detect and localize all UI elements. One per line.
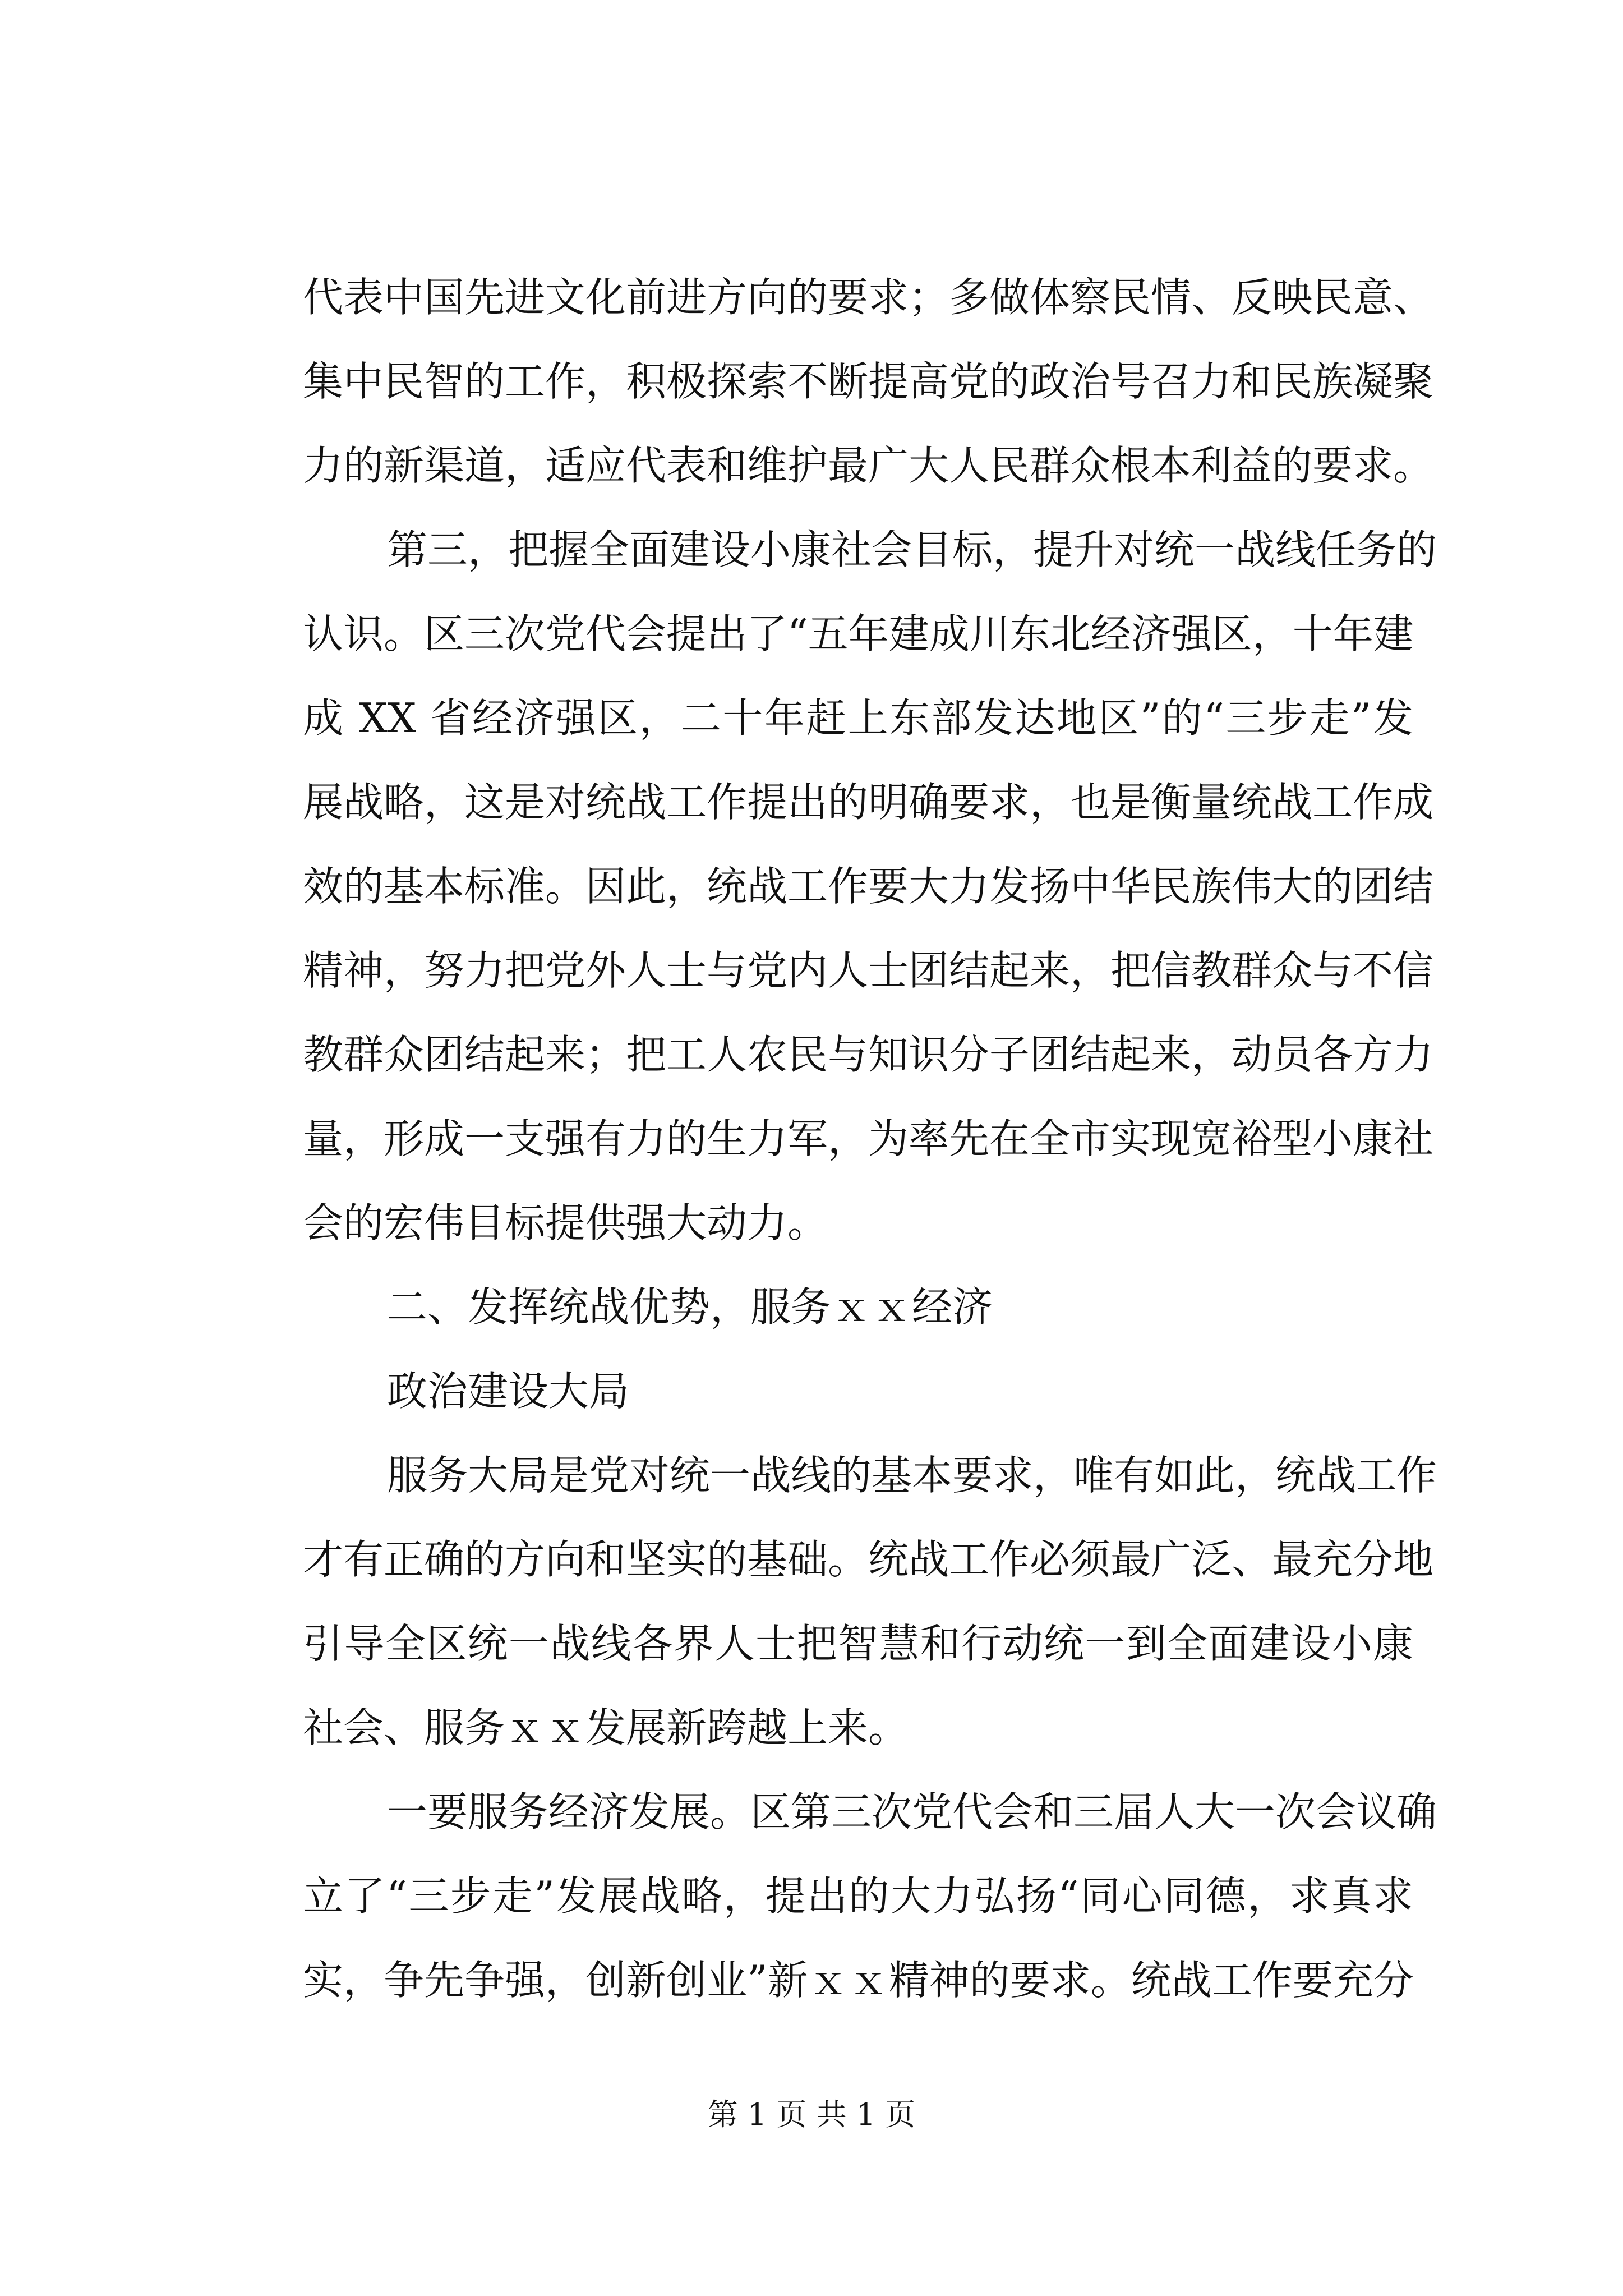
text-line: 社会、服务ｘｘ发展新跨越上来。: [303, 1704, 909, 1751]
text-line: 展战略，这是对统战工作提出的明确要求，也是衡量统战工作成: [303, 779, 1434, 826]
text-line: 集中民智的工作，积极探索不断提高党的政治号召力和民族凝聚: [303, 358, 1434, 405]
page-footer: 第 1 页 共 1 页: [707, 2097, 916, 2132]
text-line: 精神，努力把党外人士与党内人士团结起来，把信教群众与不信: [303, 947, 1434, 994]
text-line: 量，形成一支强有力的生力军，为率先在全市实现宽裕型小康社: [303, 1115, 1434, 1162]
text-line: 力的新渠道，适应代表和维护最广大人民群众根本利益的要求。: [303, 442, 1434, 489]
text-line: 代表中国先进文化前进方向的要求；多做体察民情、反映民意、: [303, 274, 1434, 321]
text-line: 才有正确的方向和坚实的基础。统战工作必须最广泛、最充分地: [303, 1536, 1434, 1583]
text-line: 政治建设大局: [387, 1368, 630, 1415]
text-line: 立了“三步走”发展战略，提出的大力弘扬“同心同德，求真求: [303, 1872, 1413, 1920]
text-line: 一要服务经济发展。区第三次党代会和三届人大一次会议确: [387, 1788, 1437, 1835]
text-line: 实，争先争强，创新创业”新ｘｘ精神的要求。统战工作要充分: [303, 1957, 1414, 2004]
text-line: 引导全区统一战线各界人士把智慧和行动统一到全面建设小康: [303, 1620, 1413, 1667]
document-body: [303, 255, 1437, 2022]
text-line: 教群众团结起来；把工人农民与知识分子团结起来，动员各方力: [303, 1031, 1434, 1078]
text-line: 效的基本标准。因此，统战工作要大力发扬中华民族伟大的团结: [303, 863, 1434, 910]
text-line: 服务大局是党对统一战线的基本要求，唯有如此，统战工作: [387, 1452, 1437, 1499]
text-line: 成 XX 省经济强区，二十年赶上东部发达地区”的“三步走”发: [303, 694, 1413, 742]
text-line: 二、发挥统战优势，服务ｘｘ经济: [387, 1283, 993, 1331]
text-line: 会的宏伟目标提供强大动力。: [303, 1199, 828, 1246]
text-line: 第三，把握全面建设小康社会目标，提升对统一战线任务的: [387, 526, 1437, 573]
text-line: 认识。区三次党代会提出了“五年建成川东北经济强区，十年建: [303, 610, 1414, 657]
